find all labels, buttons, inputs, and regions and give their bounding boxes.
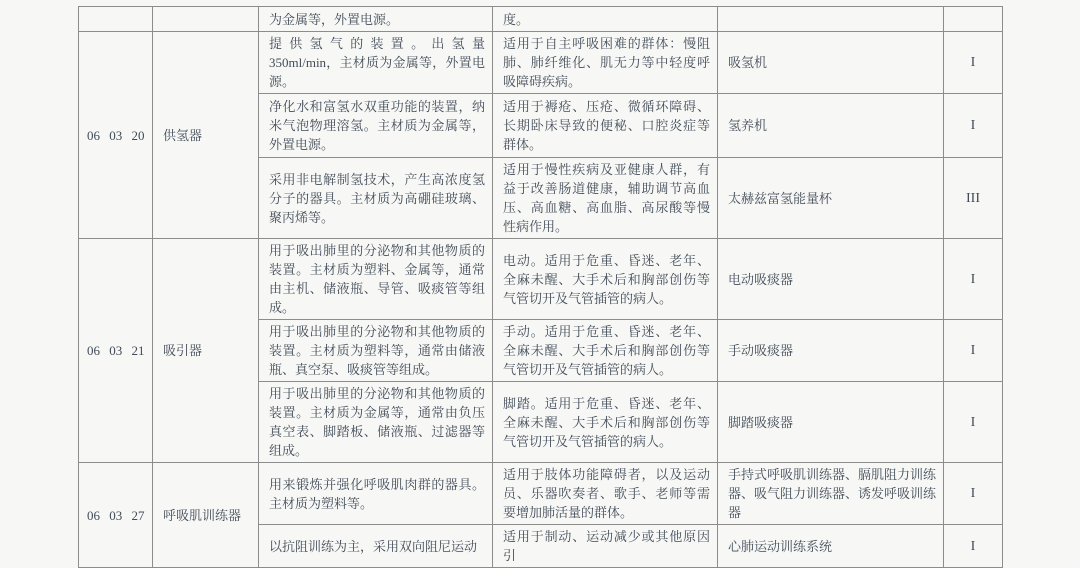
cell-scope: 适用于慢性疾病及亚健康人群，有益于改善肠道健康，辅助调节高血压、高血糖、高血脂、高尿酸等慢性病作用。: [493, 158, 718, 239]
cell-code: 06 03 27: [79, 463, 153, 568]
cell-class: I: [944, 239, 1003, 320]
cell-class: III: [944, 158, 1003, 239]
cell-description: 为金属等，外置电源。: [259, 7, 493, 32]
cell-class: I: [944, 94, 1003, 158]
cell-code: 06 03 20: [79, 32, 153, 239]
cell-description: 以抗阻训练为主，采用双向阻尼运动: [259, 525, 493, 568]
cell-scope: 适用于自主呼吸困难的群体：慢阻肺、肺纤维化、肌无力等中轻度呼吸障碍疾病。: [493, 32, 718, 94]
cell-class: [944, 7, 1003, 32]
cell-description: 用于吸出肺里的分泌物和其他物质的装置。主材质为塑料等，通常由储液瓶、真空泵、吸痰管等组成。: [259, 320, 493, 382]
cell-scope: 适用于制动、运动减少或其他原因引: [493, 525, 718, 568]
cell-description: 净化水和富氢水双重功能的装置，纳米气泡物理溶氢。主材质为金属等，外置电源。: [259, 94, 493, 158]
cell-class: I: [944, 320, 1003, 382]
device-classification-table: [78, 6, 1003, 568]
table-row: [79, 239, 1003, 320]
table-row: [79, 463, 1003, 525]
cell-scope: 适用于肢体功能障碍者，以及运动员、乐器吹奏者、歌手、老师等需要增加肺活量的群体。: [493, 463, 718, 525]
cell-product: 心肺运动训练系统: [718, 525, 944, 568]
cell-code: 06 03 21: [79, 239, 153, 463]
cell-description: 采用非电解制氢技术，产生高浓度氢分子的器具。主材质为高硼硅玻璃、聚丙烯等。: [259, 158, 493, 239]
table-row: [79, 32, 1003, 94]
cell-name: 呼吸肌训练器: [153, 463, 259, 568]
cell-name: 吸引器: [153, 239, 259, 463]
cell-class: I: [944, 32, 1003, 94]
cell-scope: 手动。适用于危重、昏迷、老年、全麻未醒、大手术后和胸部创伤等气管切开及气管插管的病人。: [493, 320, 718, 382]
cell-name: [153, 7, 259, 32]
table-row: [79, 7, 1003, 32]
cell-class: I: [944, 463, 1003, 525]
cell-scope: 适用于褥疮、压疮、微循环障碍、长期卧床导致的便秘、口腔炎症等群体。: [493, 94, 718, 158]
cell-product: 脚踏吸痰器: [718, 382, 944, 463]
cell-product: 手动吸痰器: [718, 320, 944, 382]
cell-scope: 电动。适用于危重、昏迷、老年、全麻未醒、大手术后和胸部创伤等气管切开及气管插管的病人。: [493, 239, 718, 320]
cell-product: 电动吸痰器: [718, 239, 944, 320]
cell-class: I: [944, 382, 1003, 463]
cell-class: I: [944, 525, 1003, 568]
cell-code: [79, 7, 153, 32]
cell-description: 用于吸出肺里的分泌物和其他物质的装置。主材质为金属等，通常由负压真空表、脚踏板、储液瓶、过滤器等组成。: [259, 382, 493, 463]
cell-scope: 脚踏。适用于危重、昏迷、老年、全麻未醒、大手术后和胸部创伤等气管切开及气管插管的病人。: [493, 382, 718, 463]
cell-description: 提供氢气的装置。出氢量 350ml/min，主材质为金属等，外置电源。: [259, 32, 493, 94]
cell-product: 手持式呼吸肌训练器、膈肌阻力训练器、吸气阻力训练器、诱发呼吸训练器: [718, 463, 944, 525]
cell-product: 太赫兹富氢能量杯: [718, 158, 944, 239]
cell-product: [718, 7, 944, 32]
cell-description: 用于吸出肺里的分泌物和其他物质的装置。主材质为塑料、金属等，通常由主机、储液瓶、导管、吸痰管等组成。: [259, 239, 493, 320]
cell-product: 吸氢机: [718, 32, 944, 94]
cell-description: 用来锻炼并强化呼吸肌肉群的器具。主材质为塑料等。: [259, 463, 493, 525]
cell-product: 氢养机: [718, 94, 944, 158]
cell-name: 供氢器: [153, 32, 259, 239]
cell-scope: 度。: [493, 7, 718, 32]
